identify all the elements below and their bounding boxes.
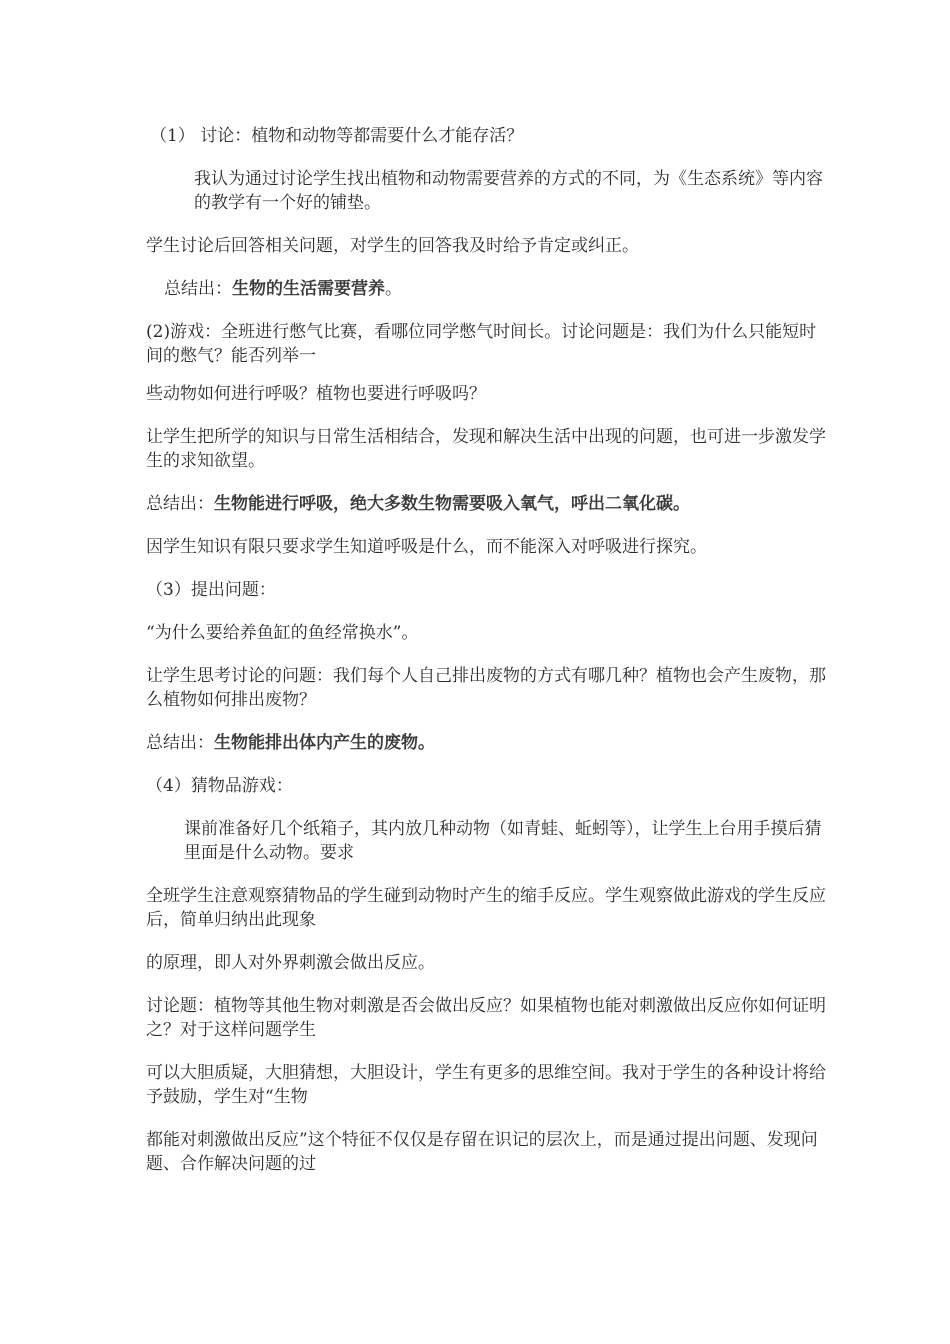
paragraph-14 [146, 774, 826, 798]
paragraph-text: 的原理，即人对外界刺激会做出反应。 [146, 953, 435, 973]
paragraph-2 [146, 167, 826, 215]
paragraph-text: 都能对刺激做出反应”这个特征不仅仅是存留在识记的层次上，而是通过提出问题、发现问题、合作解决问题的过 [146, 1130, 818, 1174]
summary-2 [146, 492, 826, 516]
paragraph-text: 因学生知识有限只要求学生知道呼吸是什么，而不能深入对呼吸进行探究。 [146, 537, 707, 557]
paragraph-text: 课前准备好几个纸箱子，其内放几种动物（如青蛙、蚯蚓等），让学生上台用手摸后猜里面是什么动物。要求 [184, 819, 822, 863]
summary-bold: 生物的生活需要营养 [232, 279, 385, 299]
summary-1 [146, 277, 826, 301]
paragraph-text: 讨论题：植物等其他生物对刺激是否会做出反应？如果植物也能对刺激做出反应你如何证明之？对于这样问题学生 [146, 996, 826, 1040]
paragraph-text: 全班学生注意观察猜物品的学生碰到动物时产生的缩手反应。学生观察做此游戏的学生反应后，简单归纳出此现象 [146, 886, 826, 930]
paragraph-12 [146, 664, 826, 712]
paragraph-3 [146, 234, 826, 258]
paragraph-20 [146, 1128, 826, 1176]
summary-bold: 生物能排出体内产生的废物。 [214, 733, 435, 753]
summary-prefix: 总结出： [164, 279, 232, 299]
paragraph-text: 些动物如何进行呼吸？植物也要进行呼吸吗？ [146, 384, 486, 404]
paragraph-text: 可以大胆质疑，大胆猜想，大胆设计，学生有更多的思维空间。我对于学生的各种设计将给予鼓励，学生对“生物 [146, 1063, 826, 1107]
paragraph-7 [146, 425, 826, 473]
summary-suffix: 。 [385, 279, 402, 299]
summary-bold: 生物能进行呼吸，绝大多数生物需要吸入氧气，呼出二氧化碳。 [214, 494, 690, 514]
paragraph-15 [146, 817, 826, 865]
paragraph-text: 我认为通过讨论学生找出植物和动物需要营养的方式的不同，为《生态系统》等内容的教学有一个好的铺垫。 [194, 169, 823, 213]
paragraph-6 [146, 382, 826, 406]
paragraph-19 [146, 1061, 826, 1109]
paragraph-text: 让学生把所学的知识与日常生活相结合，发现和解决生活中出现的问题，也可进一步激发学生的求知欲望。 [146, 427, 826, 471]
paragraph-text: “为什么要给养鱼缸的鱼经常换水”。 [146, 623, 419, 643]
paragraph-text: (2)游戏：全班进行憋气比赛，看哪位同学憋气时间长。讨论问题是：我们为什么只能短时间的憋气？能否列举一 [146, 322, 817, 366]
summary-prefix: 总结出： [146, 733, 214, 753]
paragraph-9 [146, 535, 826, 559]
paragraph-10 [146, 578, 826, 602]
paragraph-text: （3）提出问题： [146, 580, 276, 600]
paragraph-17 [146, 951, 826, 975]
paragraph-text: （4）猜物品游戏： [146, 776, 293, 796]
paragraph-5 [146, 320, 826, 368]
paragraph-text: 学生讨论后回答相关问题，对学生的回答我及时给予肯定或纠正。 [146, 236, 639, 256]
document-page [146, 124, 826, 1195]
summary-3 [146, 731, 826, 755]
paragraph-11 [146, 621, 826, 645]
summary-prefix: 总结出： [146, 494, 214, 514]
paragraph-1 [146, 124, 826, 148]
paragraph-text: （1） 讨论：植物和动物等都需要什么才能存活？ [150, 126, 524, 146]
paragraph-text: 让学生思考讨论的问题：我们每个人自己排出废物的方式有哪几种？植物也会产生废物，那么植物如何排出废物？ [146, 666, 826, 710]
paragraph-16 [146, 884, 826, 932]
paragraph-18 [146, 994, 826, 1042]
